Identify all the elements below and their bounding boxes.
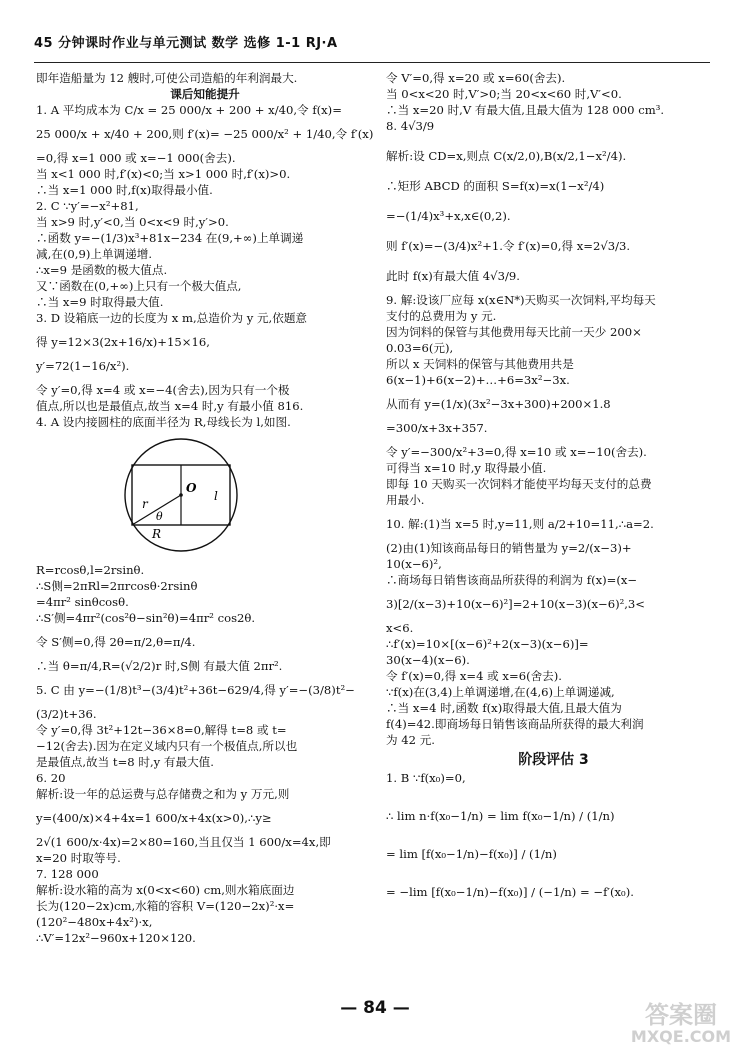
label-O: O xyxy=(186,481,197,495)
text-line: 是最值点,故当 t=8 时,y 有最大值. xyxy=(36,755,214,769)
text-line: ∴商场每日销售该商品所获得的利润为 f(x)=(x− xyxy=(386,573,638,587)
watermark-url: MXQE.COM xyxy=(630,1027,732,1046)
text-line: R=rcosθ,l=2rsinθ. xyxy=(36,563,145,577)
center-point xyxy=(179,493,183,497)
text-line: 当 0<x<20 时,V′>0;当 20<x<60 时,V′<0. xyxy=(386,87,622,101)
text-line: f(4)=42.即商场每日销售该商品所获得的最大利润 xyxy=(386,717,644,731)
text-line: ∴f′(x)=10×[(x−6)²+2(x−3)(x−6)]= xyxy=(386,637,589,651)
answer-3: 3. D 设箱底一边的长度为 x m,总造价为 y 元,依题意 xyxy=(36,311,308,325)
text-line: x<6. xyxy=(386,621,414,635)
text-line: 用最小. xyxy=(386,493,425,507)
text-line: 长为(120−2x)cm,水箱的容积 V=(120−2x)²·x= xyxy=(36,899,295,913)
text-line: 令 f′(x)=0,得 x=4 或 x=6(舍去). xyxy=(386,669,562,683)
answer-8: 8. 4√3/9 xyxy=(386,119,435,133)
text-line: (3/2)t+36. xyxy=(36,707,97,721)
label-R: R xyxy=(152,527,162,541)
text-line: (2)由(1)知该商品每日的销售量为 y=2/(x−3)+ xyxy=(386,541,632,555)
text-line: 解析:设一年的总运费与总存储费之和为 y 万元,则 xyxy=(36,787,290,801)
answer-2: 2. C ∵y′=−x²+81, xyxy=(36,199,139,213)
text-line: 令 V′=0,得 x=20 或 x=60(舍去). xyxy=(386,71,566,85)
text-line: ∴函数 y=−(1/3)x³+81x−234 在(9,+∞)上单调递 xyxy=(36,231,304,245)
text-line: −12(舍去).因为在定义域内只有一个极值点,所以也 xyxy=(36,739,298,753)
text-line: 即每 10 天购买一次饲料才能使平均每天支付的总费 xyxy=(386,477,652,491)
text-line: x=20 时取等号. xyxy=(36,851,121,865)
text-line: ∴V′=12x²−960x+120×120. xyxy=(36,931,196,945)
text-line: 减,在(0,9)上单调递增. xyxy=(36,247,153,261)
text-line: (120²−480x+4x²)·x, xyxy=(36,915,153,929)
watermark-text: 答案圈 xyxy=(645,1001,717,1029)
text-line: 因为饲料的保管与其他费用每天比前一天少 200× xyxy=(386,325,642,339)
text-line: 25 000/x + x/40 + 200,则 f′(x)= −25 000/x² + 1/40,令 f′(x) xyxy=(36,127,374,141)
text-line: 令 S′侧=0,得 2θ=π/2,θ=π/4. xyxy=(36,635,196,649)
text-line: =−(1/4)x³+x,x∈(0,2). xyxy=(386,209,511,223)
text-line: ∴当 x=20 时,V 有最大值,且最大值为 128 000 cm³. xyxy=(386,103,665,117)
text-line: =0,得 x=1 000 或 x=−1 000(舍去). xyxy=(36,151,236,165)
label-l: l xyxy=(214,489,218,503)
limit-line-3: = −lim [f(x₀−1/n)−f(x₀)] / (−1/n) = −f′(x₀). xyxy=(386,885,634,899)
answer-10: 10. 解:(1)当 x=5 时,y=11,则 a/2+10=11,∴a=2. xyxy=(386,517,654,531)
text-line: ∴S侧=2πRl=2πrcosθ·2rsinθ xyxy=(36,579,198,593)
geometry-diagram xyxy=(106,436,256,554)
answer-9: 9. 解:设该厂应每 x(x∈N*)天购买一次饲料,平均每天 xyxy=(386,293,656,307)
label-r: r xyxy=(142,497,148,511)
text-line: 解析:设 CD=x,则点 C(x/2,0),B(x/2,1−x²/4). xyxy=(386,149,627,163)
cylinder-in-sphere-figure xyxy=(106,436,374,558)
text-line: ∵f(x)在(3,4)上单调递增,在(4,6)上单调递减, xyxy=(386,685,615,699)
text-line: 又∵函数在(0,+∞)上只有一个极大值点, xyxy=(36,279,242,293)
text-line: 0.03=6(元), xyxy=(386,341,454,355)
text-line: 令 y′=0,得 x=4 或 x=−4(舍去),因为只有一个极 xyxy=(36,383,290,397)
text-line: 支付的总费用为 y 元. xyxy=(386,309,497,323)
answer-1: 1. A 平均成本为 C/x = 25 000/x + 200 + x/40,令 f(x)= xyxy=(36,103,342,117)
text-line: 从而有 y=(1/x)(3x²−3x+300)+200×1.8 xyxy=(386,397,611,411)
text-line: 30(x−4)(x−6). xyxy=(386,653,470,667)
text-line: 则 f′(x)=−(3/4)x²+1.令 f′(x)=0,得 x=2√3/3. xyxy=(386,239,631,253)
stage-answer-1: 1. B ∵f(x₀)=0, xyxy=(386,771,466,785)
limit-line-1: ∴ lim n·f(x₀−1/n) = lim f(x₀−1/n) / (1/n) xyxy=(386,809,615,823)
limit-line-2: = lim [f(x₀−1/n)−f(x₀)] / (1/n) xyxy=(386,847,557,861)
text-line: y′=72(1−16/x²). xyxy=(36,359,130,373)
header-title: 45 分钟课时作业与单元测试 数学 选修 1-1 RJ·A xyxy=(34,36,338,51)
text-line: 得 y=12×3(2x+16/x)+15×16, xyxy=(36,335,210,349)
answer-6: 6. 20 xyxy=(36,771,66,785)
answer-4: 4. A 设内接圆柱的底面半径为 R,母线长为 l,如图. xyxy=(36,415,291,429)
text-line: ∴当 x=4 时,函数 f(x)取得最大值,且最大值为 xyxy=(386,701,622,715)
text-line: 解析:设水箱的高为 x(0<x<60) cm,则水箱底面边 xyxy=(36,883,295,897)
answer-7: 7. 128 000 xyxy=(36,867,99,881)
section-heading-stage-3: 阶段评估 3 xyxy=(518,752,589,768)
text-line: 此时 f(x)有最大值 4√3/9. xyxy=(386,269,520,283)
page-number: — 84 — xyxy=(340,998,410,1018)
text-line: 当 x>9 时,y′<0,当 0<x<9 时,y′>0. xyxy=(36,215,229,229)
text-line: 当 x<1 000 时,f′(x)<0;当 x>1 000 时,f′(x)>0. xyxy=(36,167,291,181)
text-line: 2√(1 600/x·4x)=2×80=160,当且仅当 1 600/x=4x,即 xyxy=(36,835,331,849)
text-line: ∴S′侧=4πr²(cos²θ−sin²θ)=4πr² cos2θ. xyxy=(36,611,256,625)
text-line: 可得当 x=10 时,y 取得最小值. xyxy=(386,461,547,475)
text-line: ∴当 x=1 000 时,f(x)取得最小值. xyxy=(36,183,213,197)
answer-5: 5. C 由 y=−(1/8)t³−(3/4)t²+36t−629/4,得 y′=−(3/8)t²− xyxy=(36,683,355,697)
text-line: =4πr² sinθcosθ. xyxy=(36,595,129,609)
text-line: 3)[2/(x−3)+10(x−6)²]=2+10(x−3)(x−6)²,3< xyxy=(386,597,646,611)
text-line: ∴x=9 是函数的极大值点. xyxy=(36,263,168,277)
text-line: 值点,所以也是最值点,故当 x=4 时,y 有最小值 816. xyxy=(36,399,304,413)
right-column xyxy=(386,70,721,900)
running-header xyxy=(34,36,710,63)
text-line: ∴当 x=9 时取得最大值. xyxy=(36,295,164,309)
text-line: 所以 x 天饲料的保管与其他费用共是 xyxy=(386,357,574,371)
text-line: ∴矩形 ABCD 的面积 S=f(x)=x(1−x²/4) xyxy=(386,179,605,193)
label-theta: θ xyxy=(156,510,163,523)
text-line: 令 y′=−300/x²+3=0,得 x=10 或 x=−10(舍去). xyxy=(386,445,647,459)
left-column xyxy=(36,70,374,946)
text-line: 10(x−6)², xyxy=(386,557,442,571)
text-line: 为 42 元. xyxy=(386,733,435,747)
text-line: =300/x+3x+357. xyxy=(386,421,488,435)
text-line: 令 y′=0,得 3t²+12t−36×8=0,解得 t=8 或 t= xyxy=(36,723,287,737)
text-line: 6(x−1)+6(x−2)+…+6=3x²−3x. xyxy=(386,373,570,387)
text-line: 即年造船量为 12 艘时,可使公司造船的年利润最大. xyxy=(36,71,298,85)
text-line: ∴当 θ=π/4,R=(√2/2)r 时,S侧 有最大值 2πr². xyxy=(36,659,283,673)
watermark-logo xyxy=(622,1002,740,1054)
text-line: y=(400/x)×4+4x=1 600/x+4x(x>0),∴y≥ xyxy=(36,811,272,825)
section-heading: 课后知能提升 xyxy=(170,87,240,101)
